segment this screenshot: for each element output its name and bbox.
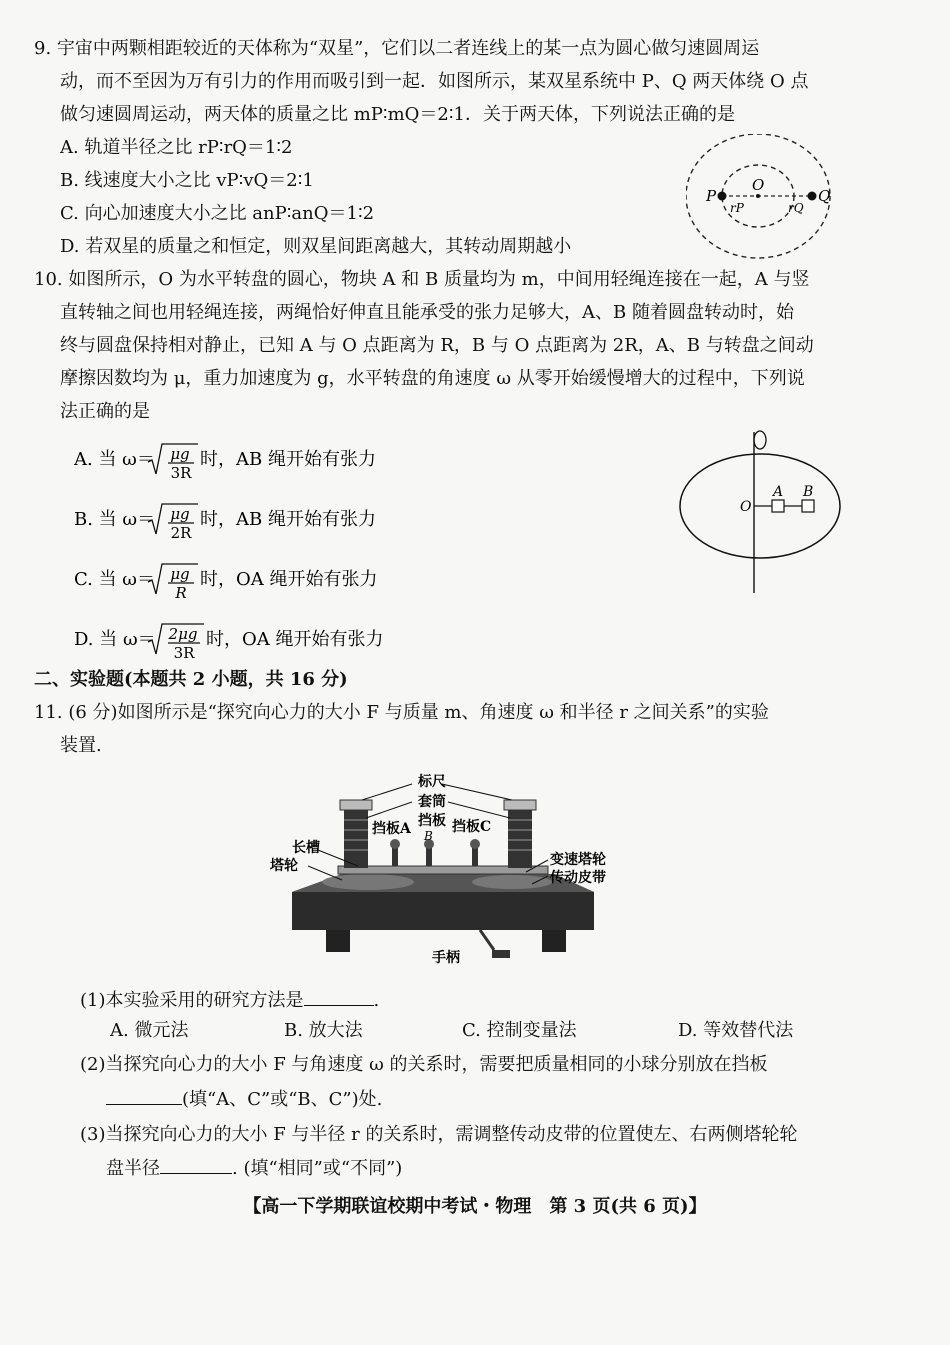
label-baffle-c: 挡板C xyxy=(452,819,492,835)
q11-sub3-line-2: 盘半径 . (填“相同”或“不同”) xyxy=(106,1153,402,1184)
star-p-marker xyxy=(718,192,727,201)
label-a: A xyxy=(773,484,784,500)
page-footer: 【高一下学期联谊校期中考试・物理 第 3 页(共 6 页)】 xyxy=(243,1196,707,1217)
svg-text:μg: μg xyxy=(170,565,190,583)
q10-option-b xyxy=(74,498,494,542)
svg-text:2μg: 2μg xyxy=(168,625,198,643)
label-o: O xyxy=(740,499,752,515)
svg-text:3R: 3R xyxy=(173,644,195,662)
q11-sub3-blank[interactable] xyxy=(160,1153,232,1174)
svg-text:A. 当 ω＝: A. 当 ω＝ xyxy=(74,449,155,470)
svg-text:μg: μg xyxy=(170,505,190,523)
q9-option-d: D. 若双星的质量之和恒定，则双星间距离越大，其转动周期越小 xyxy=(60,236,572,257)
q11-sub1-option-c: C. 控制变量法 xyxy=(462,1020,577,1041)
label-sleeve: 套筒 xyxy=(418,794,446,810)
q11-line-1: 11. (6 分)如图所示是“探究向心力的大小 F 与质量 m、角速度 ω 和半径 r 之间关系”的实验 xyxy=(34,702,769,723)
apparatus-figure xyxy=(262,770,622,970)
svg-text:μg: μg xyxy=(170,445,190,463)
q9-option-c: C. 向心加速度大小之比 anP∶anQ＝1∶2 xyxy=(60,203,375,224)
q10-option-a xyxy=(74,438,494,482)
label-rp: rP xyxy=(730,201,744,215)
svg-text:时，AB 绳开始有张力: 时，AB 绳开始有张力 xyxy=(200,449,376,470)
section-title: 二、实验题(本题共 2 小题，共 16 分) xyxy=(34,669,348,690)
q11-line-2: 装置. xyxy=(60,735,102,756)
block-a xyxy=(772,500,784,512)
q11-sub1-option-a: A. 微元法 xyxy=(110,1020,189,1041)
block-b xyxy=(802,500,814,512)
q9-option-b: B. 线速度大小之比 vP∶vQ＝2∶1 xyxy=(60,170,314,191)
q10-line-4: 摩擦因数均为 μ，重力加速度为 g，水平转盘的角速度 ω 从零开始缓慢增大的过程中，下列说 xyxy=(60,368,805,389)
label-speed-tower: 变速塔轮 xyxy=(550,852,606,868)
label-rq: rQ xyxy=(788,201,804,215)
q11-sub2-blank[interactable] xyxy=(106,1084,182,1105)
svg-text:C. 当 ω＝: C. 当 ω＝ xyxy=(74,569,155,590)
q10-line-2: 直转轴之间也用轻绳连接，两绳恰好伸直且能承受的张力足够大，A、B 随着圆盘转动时，始 xyxy=(60,302,794,323)
q10-line-5: 法正确的是 xyxy=(60,401,150,422)
q10-line-1: 10. 如图所示，O 为水平转盘的圆心，物块 A 和 B 质量均为 m，中间用轻绳连接在一起，A 与竖 xyxy=(34,269,810,290)
label-b: B xyxy=(803,484,814,500)
svg-text:时，OA 绳开始有张力: 时，OA 绳开始有张力 xyxy=(206,629,384,650)
label-slot: 长槽 xyxy=(292,840,320,856)
q11-sub1-option-d: D. 等效替代法 xyxy=(678,1020,794,1041)
label-tower: 塔轮 xyxy=(270,858,298,874)
star-q-marker xyxy=(808,192,817,201)
q11-sub1-option-b: B. 放大法 xyxy=(284,1020,363,1041)
svg-text:时，AB 绳开始有张力: 时，AB 绳开始有张力 xyxy=(200,509,376,530)
svg-text:B. 当 ω＝: B. 当 ω＝ xyxy=(74,509,156,530)
q9-line-2: 动，而不至因为万有引力的作用而吸引到一起．如图所示，某双星系统中 P、Q 两天体绕 O 点 xyxy=(60,71,809,92)
svg-text:3R: 3R xyxy=(170,464,192,482)
q11-sub2-line-2: (填“A、C”或“B、C”)处. xyxy=(106,1084,382,1115)
q10-option-d xyxy=(74,618,494,662)
q10-option-c xyxy=(74,558,494,602)
q11-sub1: (1)本实验采用的研究方法是 . xyxy=(80,985,379,1016)
q9-option-a: A. 轨道半径之比 rP∶rQ＝1∶2 xyxy=(60,137,293,158)
label-handle: 手柄 xyxy=(432,950,460,966)
svg-text:R: R xyxy=(175,584,187,602)
q11-sub3-line-1: (3)当探究向心力的大小 F 与半径 r 的关系时，需调整传动皮带的位置使左、右两侧塔轮轮 xyxy=(80,1124,798,1145)
label-baffle-a: 挡板A xyxy=(372,821,411,837)
q10-line-3: 终与圆盘保持相对静止，已知 A 与 O 点距离为 R，B 与 O 点距离为 2R，A、B 与转盘之间动 xyxy=(60,335,814,356)
label-belt: 传动皮带 xyxy=(550,870,606,886)
label-ruler: 标尺 xyxy=(418,774,446,790)
q11-sub1-blank[interactable] xyxy=(304,985,374,1006)
q9-line-3: 做匀速圆周运动，两天体的质量之比 mP∶mQ＝2∶1．关于两天体，下列说法正确的是 xyxy=(60,104,735,125)
label-q: Q xyxy=(818,187,831,205)
svg-text:D. 当 ω＝: D. 当 ω＝ xyxy=(74,629,156,650)
turntable-figure xyxy=(676,430,846,595)
label-o: O xyxy=(752,176,765,194)
q11-sub2-line-1: (2)当探究向心力的大小 F 与角速度 ω 的关系时，需要把质量相同的小球分别放在挡板 xyxy=(80,1054,768,1075)
label-baffle-b: 挡板 xyxy=(418,813,446,829)
label-baffle-b-letter: B xyxy=(424,829,433,843)
label-p: P xyxy=(706,187,717,205)
svg-text:2R: 2R xyxy=(170,524,192,542)
svg-text:时，OA 绳开始有张力: 时，OA 绳开始有张力 xyxy=(200,569,378,590)
binary-star-figure xyxy=(686,134,836,264)
q9-line-1: 9. 宇宙中两颗相距较近的天体称为“双星”，它们以二者连线上的某一点为圆心做匀速圆周运 xyxy=(34,38,760,59)
